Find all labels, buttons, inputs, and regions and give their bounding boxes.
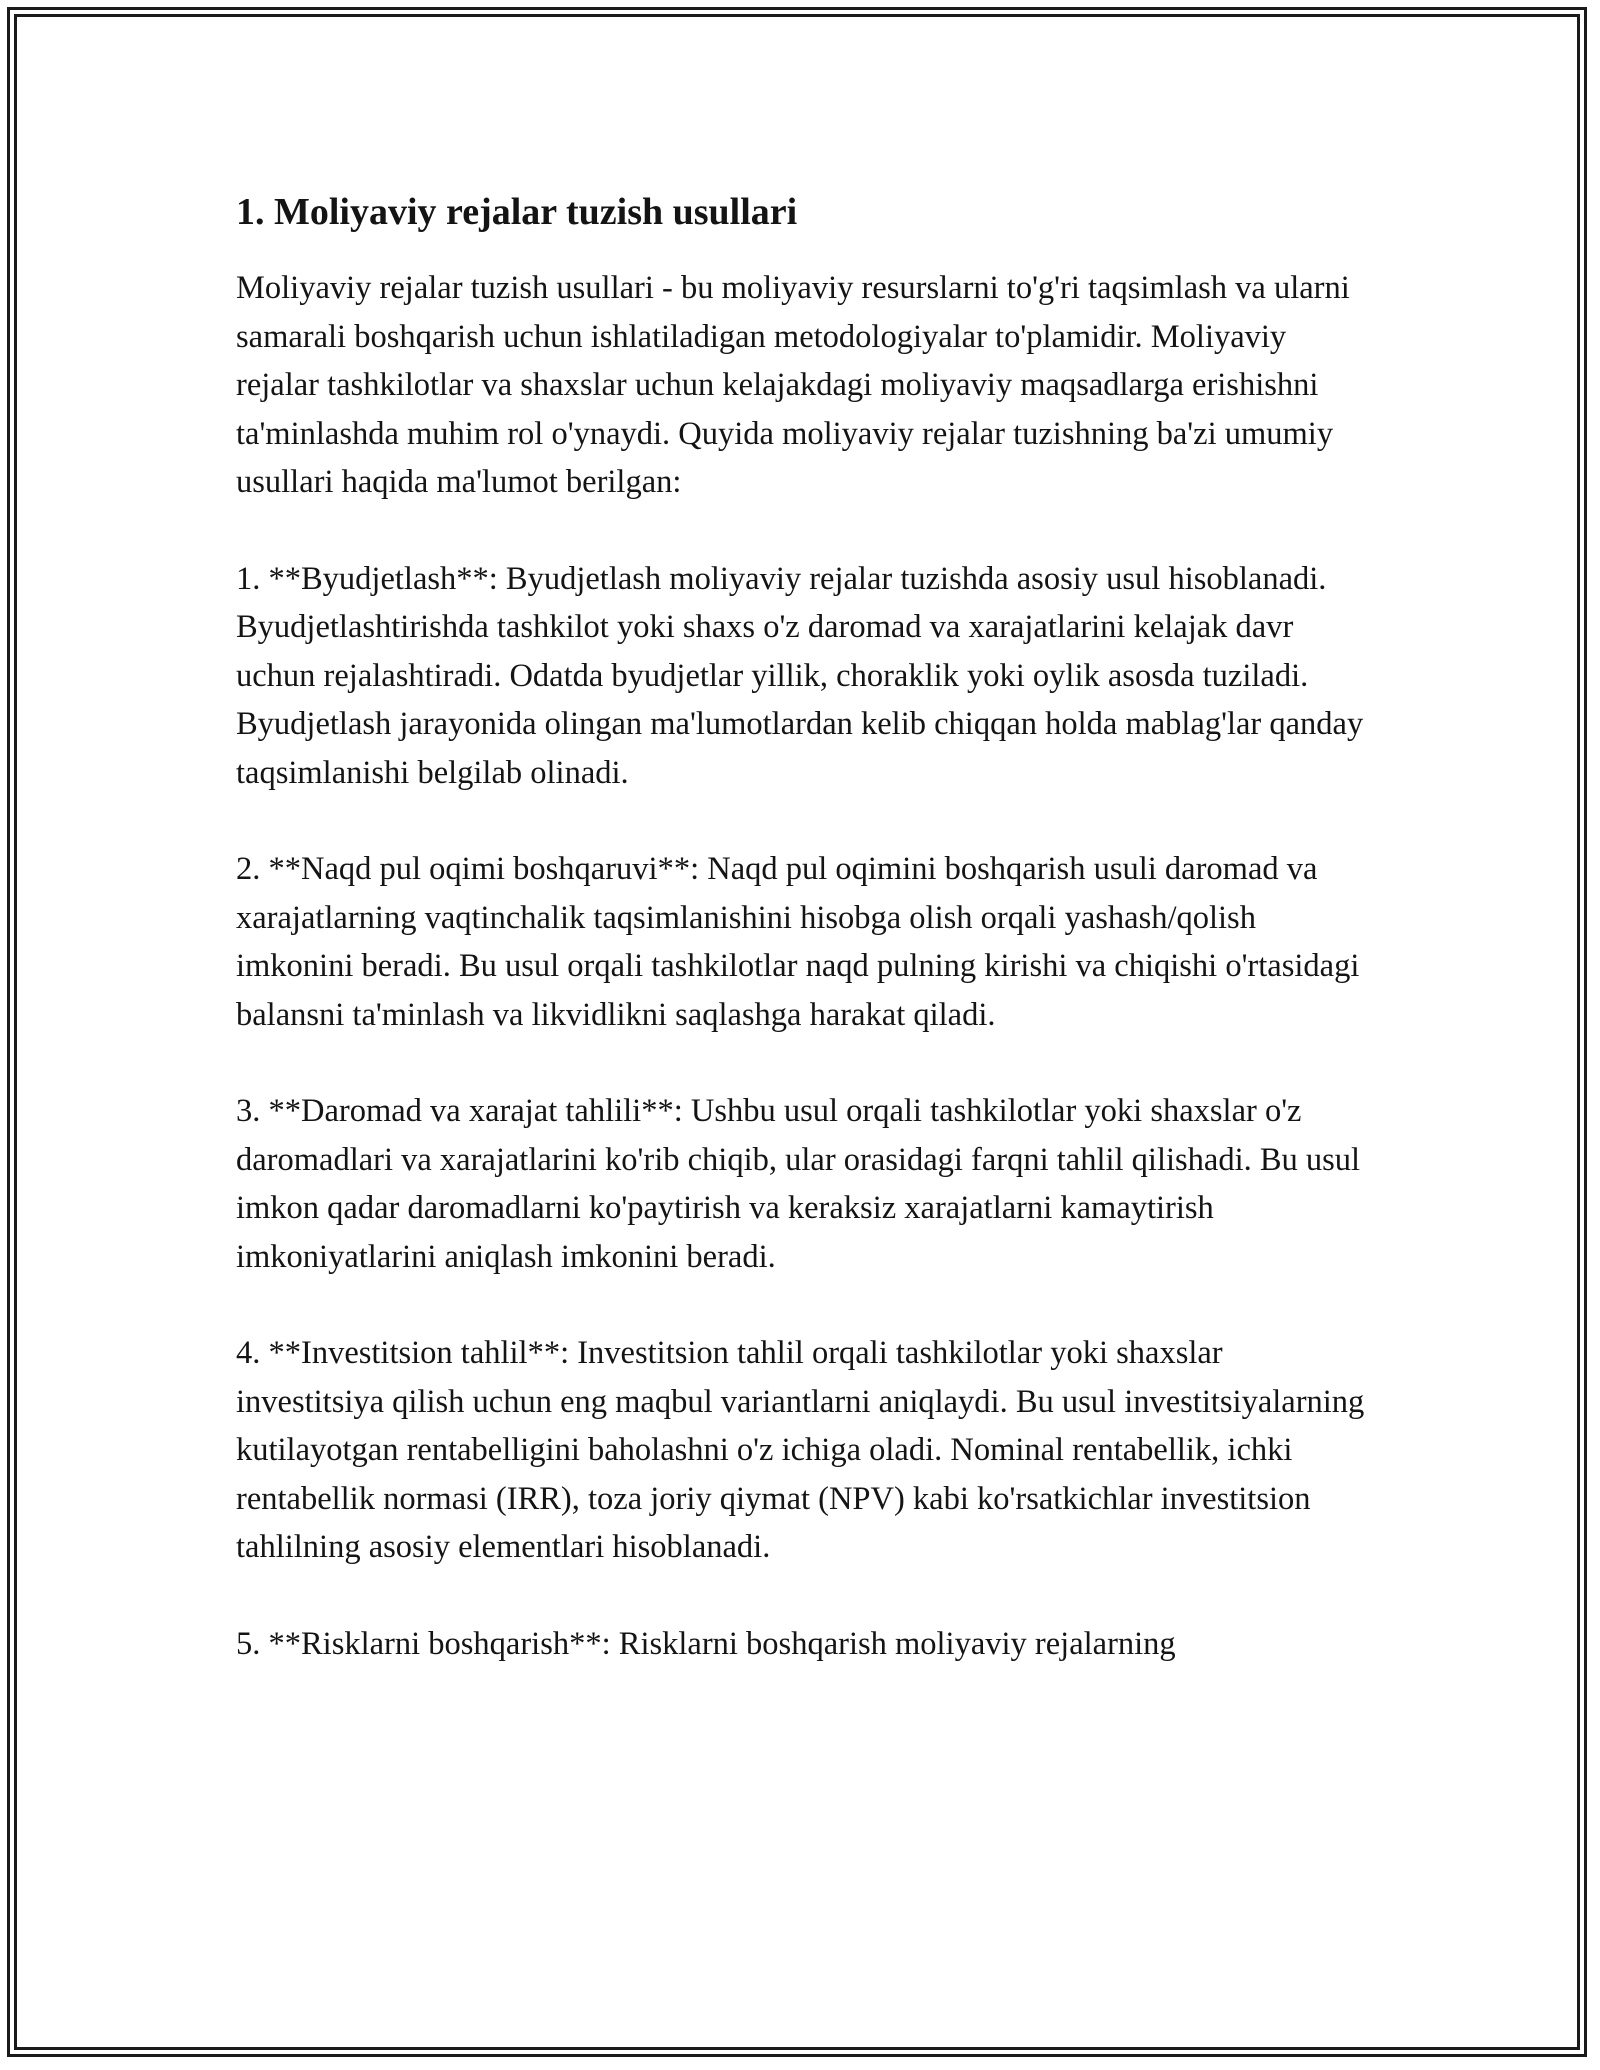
paragraph-cash-flow: 2. **Naqd pul oqimi boshqaruvi**: Naqd pul oqimini boshqarish usuli daromad va xarajatlarning vaqtinchalik taqsimlanishini hisobga olish orqali yashash/qolish imkonini beradi. Bu usul orqali tashkilotlar naqd pulning kirishi va chiqishi o'rtasidagi balansni ta'minlash va likvidlikni saqlashga harakat qiladi. xyxy=(236,851,1360,1033)
paragraph-risk: 5. **Risklarni boshqarish**: Risklarni boshqarish moliyaviy rejalarning xyxy=(236,1625,1176,1662)
paragraph-budgeting: 1. **Byudjetlash**: Byudjetlash moliyaviy rejalar tuzishda asosiy usul hisoblanadi. Byudjetlashtirishda tashkilot yoki shaxs o'z daromad va xarajatlarini kelajak davr uchun rejalashtiradi. Odatda byudjetlar yillik, choraklik yoki oylik asosda tuziladi. Byudjetlash jarayonida olingan ma'lumotlardan kelib chiqqan holda mablag'lar qanday taqsimlanishi belgilab olinadi. xyxy=(236,560,1364,791)
document-body xyxy=(236,186,1366,1668)
document-heading: 1. Moliyaviy rejalar tuzish usullari xyxy=(236,191,798,233)
paragraph-investment: 4. **Investitsion tahlil**: Investitsion tahlil orqali tashkilotlar yoki shaxslar investitsiya qilish uchun eng maqbul variantlarni aniqlaydi. Bu usul investitsiyalarning kutilayotgan rentabelligini baholashni o'z ichiga oladi. Nominal rentabellik, ichki rentabellik normasi (IRR), toza joriy qiymat (NPV) kabi ko'rsatkichlar investitsion tahlilning asosiy elementlari hisoblanadi. xyxy=(236,1335,1365,1565)
intro-paragraph: Moliyaviy rejalar tuzish usullari - bu moliyaviy resurslarni to'g'ri taqsimlash va ularni samarali boshqarish uchun ishlatiladigan metodologiyalar to'plamidir. Moliyaviy rejalar tashkilotlar va shaxslar uchun kelajakdagi moliyaviy maqsadlarga erishishni ta'minlashda muhim rol o'ynaydi. Quyida moliyaviy rejalar tuzishning ba'zi umumiy usullari haqida ma'lumot berilgan: xyxy=(236,270,1350,500)
paragraph-income-expense: 3. **Daromad va xarajat tahlili**: Ushbu usul orqali tashkilotlar yoki shaxslar o'z daromadlari va xarajatlarini ko'rib chiqib, ular orasidagi farqni tahlil qilishadi. Bu usul imkon qadar daromadlarni ko'paytirish va keraksiz xarajatlarni kamaytirish imkoniyatlarini aniqlash imkonini beradi. xyxy=(236,1093,1361,1275)
